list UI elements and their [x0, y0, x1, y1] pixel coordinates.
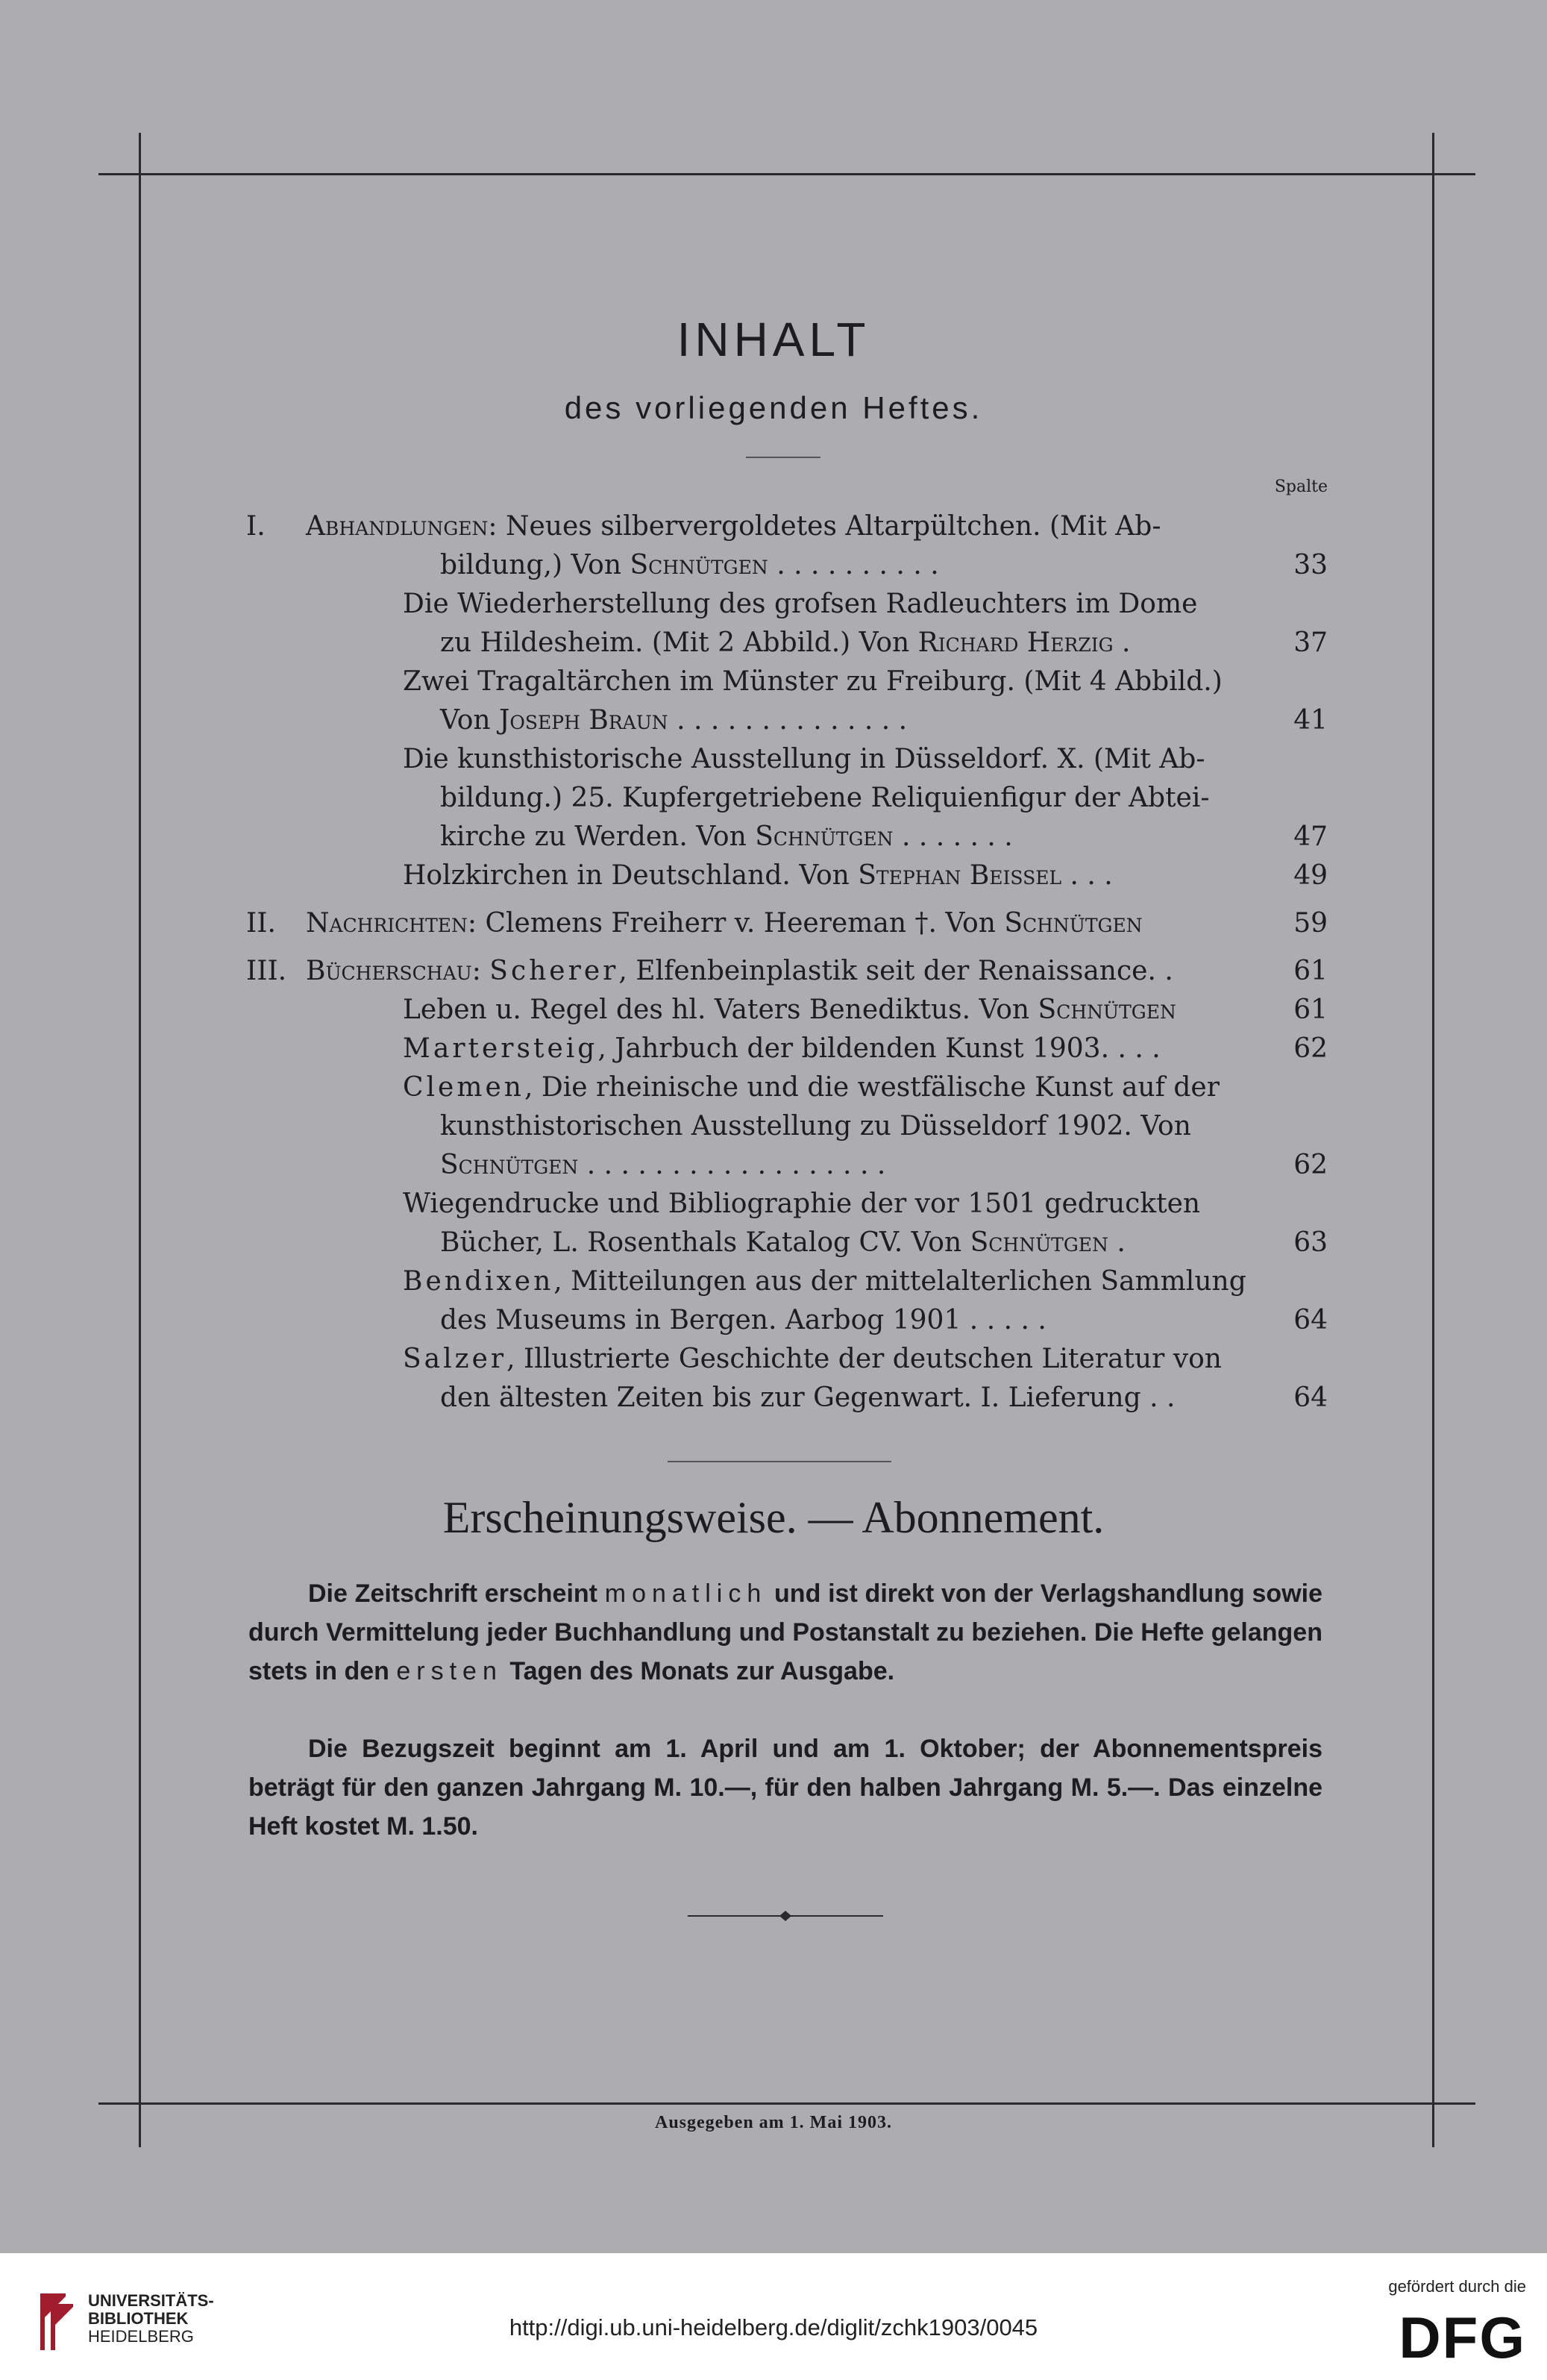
toc-entry-segment: Schnütgen: [630, 550, 768, 580]
toc-page-number: 62: [1293, 1033, 1328, 1064]
toc-divider: [668, 1461, 891, 1462]
ornament-divider: [688, 1908, 883, 1923]
toc-entry-segment: , Jahrbuch der bildenden Kunst 1903. . . .: [597, 1033, 1161, 1064]
toc-entry-segment: Zwei Tragaltärchen im Münster zu Freiburg. (Mit 4 Abbild.): [403, 666, 1223, 697]
toc-entry-segment: bildung.) 25. Kupfergetriebene Reliquienfigur der Abtei-: [440, 783, 1210, 813]
toc-page-number: 41: [1293, 705, 1328, 736]
toc-entry-segment: : Neues silbervergoldetes Altarpültchen. (Mit Ab-: [488, 511, 1161, 542]
toc-entry-text: [403, 1185, 1200, 1224]
toc-entry-text: [306, 904, 1143, 943]
toc-entry-segment: des Museums in Bergen. Aarbog 1901 . . . . .: [440, 1305, 1046, 1335]
toc-entry-text: [306, 507, 1161, 546]
frame-right-rule: [1432, 133, 1434, 2147]
toc-entry-segment: . . . . . . . . . .: [768, 550, 939, 580]
library-name-line-1: UNIVERSITÄTS-: [88, 2291, 214, 2310]
toc-entry-segment: Wiegendrucke und Bibliographie der vor 1501 gedruckten: [403, 1189, 1201, 1219]
page-subtitle: des vorliegenden Heftes.: [564, 390, 983, 425]
toc-entry-text: [403, 585, 1197, 624]
toc-section-number: III.: [246, 956, 287, 986]
toc-entry-segment: Leben u. Regel des hl. Vaters Benediktus. Von: [403, 995, 1038, 1025]
toc-line: [246, 1030, 1328, 1068]
toc-line: [246, 546, 1328, 585]
toc-entry-text: [440, 1301, 1046, 1340]
toc-entry-segment: Clemen: [403, 1072, 524, 1103]
toc-page-number: 47: [1293, 821, 1328, 852]
toc-entry-segment: Nachrichten: [306, 908, 468, 939]
toc-entry-segment: Die kunsthistorische Ausstellung in Düsseldorf. X. (Mit Ab-: [403, 744, 1205, 774]
toc-entry-segment: :: [471, 956, 490, 986]
toc-entry-segment: , Elfenbeinplastik seit der Renaissance. .: [618, 956, 1173, 986]
toc-line: [246, 1146, 1328, 1185]
toc-entry-segment: .: [1108, 1227, 1126, 1258]
issue-date: Ausgegeben am 1. Mai 1903.: [655, 2113, 892, 2132]
toc-entry-text: [403, 740, 1205, 779]
toc-line: [246, 904, 1328, 943]
frame-bottom-rule: [98, 2102, 1475, 2105]
toc-entry-text: [440, 1146, 885, 1185]
toc-entry-segment: Schnütgen: [970, 1227, 1108, 1258]
toc-entry-text: [440, 1107, 1191, 1146]
toc-entry-text: [440, 701, 907, 740]
toc-line: [246, 1224, 1328, 1262]
section-title: Erscheinungsweise. — Abonnement.: [442, 1493, 1105, 1542]
toc-line: [246, 1262, 1328, 1301]
frame-top-rule: [98, 173, 1475, 175]
toc-entry-segment: Bücher, L. Rosenthals Katalog CV. Von: [440, 1227, 970, 1258]
library-name-line-2: BIBLIOTHEK: [88, 2309, 189, 2328]
toc-line: [246, 740, 1328, 779]
toc-entry-segment: Bendixen: [403, 1266, 554, 1297]
toc-page-number: 37: [1293, 627, 1328, 658]
toc-entry-segment: . . . . . . .: [893, 821, 1013, 852]
toc-page-number: 59: [1293, 908, 1328, 939]
toc-entry-segment: Schnütgen: [755, 821, 894, 852]
toc-entry-segment: Stephan Beissel: [858, 860, 1062, 891]
subscription-paragraph-2: Die Bezugszeit beginnt am 1. April und am 1. Oktober; der Abonnementspreis beträgt für den ganzen Jahrgang M. 10.—, für den halben Jahrgang M. 5.—. Das einzelne Heft kostet M. 1.50.: [248, 1735, 1322, 1841]
toc-entry-text: [440, 818, 1013, 857]
toc-line: [246, 1340, 1328, 1379]
paragraph-segment: ersten: [396, 1657, 503, 1685]
toc-line: [246, 991, 1328, 1030]
toc-entry-segment: Joseph Braun: [499, 705, 668, 736]
dfg-logo: DFG: [1399, 2305, 1526, 2370]
toc-page-number: 64: [1293, 1305, 1328, 1335]
toc-page-number: 61: [1293, 995, 1328, 1025]
toc-line: [246, 1301, 1328, 1340]
toc-line: [246, 1068, 1328, 1107]
toc-page-number: 61: [1293, 956, 1328, 986]
toc-entry-segment: Schnütgen: [1004, 908, 1143, 939]
toc-entry-segment: Richard Herzig: [917, 627, 1114, 658]
toc-entry-segment: , Die rheinische und die westfälische Kunst auf der: [524, 1072, 1220, 1103]
paragraph-segment: Die Zeitschrift erscheint: [308, 1579, 605, 1608]
toc-entry-segment: .: [1113, 627, 1131, 658]
paragraph-segment: monatlich: [604, 1579, 768, 1608]
toc-entry-segment: Abhandlungen: [306, 511, 489, 542]
toc-entry-segment: . . .: [1061, 860, 1113, 891]
toc-entry-segment: Salzer: [403, 1344, 507, 1374]
toc-entry-text: [403, 857, 1113, 895]
toc-entry-segment: Die Wiederherstellung des grofsen Radleuchters im Dome: [403, 589, 1198, 619]
toc-page-number: 63: [1293, 1227, 1328, 1258]
toc-line: [246, 1185, 1328, 1224]
subscription-paragraph-1: [248, 1574, 1322, 1691]
toc-entry-segment: Schnütgen: [440, 1150, 579, 1180]
toc-entry-text: [403, 1068, 1220, 1107]
toc-entry-segment: Martersteig: [403, 1033, 598, 1064]
toc-line: [246, 1107, 1328, 1146]
toc-entry-segment: , Mitteilungen aus der mittelalterlichen Sammlung: [553, 1266, 1246, 1297]
toc-entry-text: [440, 546, 939, 585]
toc-line: [246, 663, 1328, 701]
column-label: Spalte: [1274, 477, 1328, 496]
toc-line: [246, 952, 1328, 991]
toc-entry-segment: bildung,) Von: [440, 550, 630, 580]
toc-entry-segment: kunsthistorischen Ausstellung zu Düsseldorf 1902. Von: [440, 1111, 1191, 1142]
toc-line: [246, 507, 1328, 546]
toc-entry-segment: kirche zu Werden. Von: [440, 821, 756, 852]
toc-entry-text: [440, 1379, 1175, 1418]
toc-line: [246, 818, 1328, 857]
paragraph-segment: Tagen des Monats zur Ausgabe.: [502, 1657, 895, 1685]
toc-entry-segment: : Clemens Freiherr v. Heereman †. Von: [467, 908, 1005, 939]
toc-entry-segment: Von: [440, 705, 499, 736]
toc-entry-segment: Scherer: [489, 956, 619, 986]
toc-page-number: 62: [1293, 1150, 1328, 1180]
footer-bar: [0, 2253, 1547, 2380]
toc-entry-text: [306, 952, 1173, 991]
toc-entry-segment: Schnütgen: [1038, 995, 1176, 1025]
toc-entry-text: [403, 991, 1176, 1030]
title-divider: [746, 457, 820, 458]
toc-entry-text: [403, 1262, 1246, 1301]
toc-entry-segment: Holzkirchen in Deutschland. Von: [403, 860, 859, 891]
page-title: INHALT: [677, 313, 870, 366]
toc-page-number: 49: [1293, 860, 1328, 891]
toc-line: [246, 701, 1328, 740]
source-url-link[interactable]: http://digi.ub.uni-heidelberg.de/diglit/zchk1903/0045: [509, 2314, 1038, 2340]
toc-entry-text: [403, 1340, 1222, 1379]
toc-section-number: II.: [246, 908, 276, 939]
toc-page-number: 33: [1293, 550, 1328, 580]
toc-entry-segment: Bücherschau: [306, 956, 472, 986]
library-name-line-3: HEIDELBERG: [88, 2327, 194, 2346]
toc-entry-segment: . . . . . . . . . . . . . . . . . .: [578, 1150, 886, 1180]
toc-line: [246, 857, 1328, 895]
toc-line: [246, 779, 1328, 818]
toc-section-number: I.: [246, 511, 266, 542]
toc-entry-text: [440, 1224, 1126, 1262]
toc-page-number: 64: [1293, 1382, 1328, 1413]
funding-note: gefördert durch die: [1388, 2277, 1526, 2296]
toc-entry-segment: zu Hildesheim. (Mit 2 Abbild.) Von: [440, 627, 918, 658]
toc-entry-segment: , Illustrierte Geschichte der deutschen Literatur von: [506, 1344, 1222, 1374]
frame-left-rule: [139, 133, 141, 2147]
toc-line: [246, 585, 1328, 624]
toc-line: [246, 1379, 1328, 1418]
toc-line: [246, 624, 1328, 663]
paragraph-segment: und ist direkt von der Verlagshandlung sowie durch Vermittelung jeder Buchhandlung und Postanstalt zu beziehen. Die Hefte gelangen stets in den: [248, 1579, 1322, 1685]
toc-entry-text: [403, 663, 1223, 701]
toc-entry-text: [440, 624, 1131, 663]
toc-entry-text: [403, 1030, 1161, 1068]
toc-entry-segment: den ältesten Zeiten bis zur Gegenwart. I. Lieferung . .: [440, 1382, 1176, 1413]
toc-entry-text: [440, 779, 1210, 818]
toc-entry-segment: . . . . . . . . . . . . . .: [668, 705, 908, 736]
